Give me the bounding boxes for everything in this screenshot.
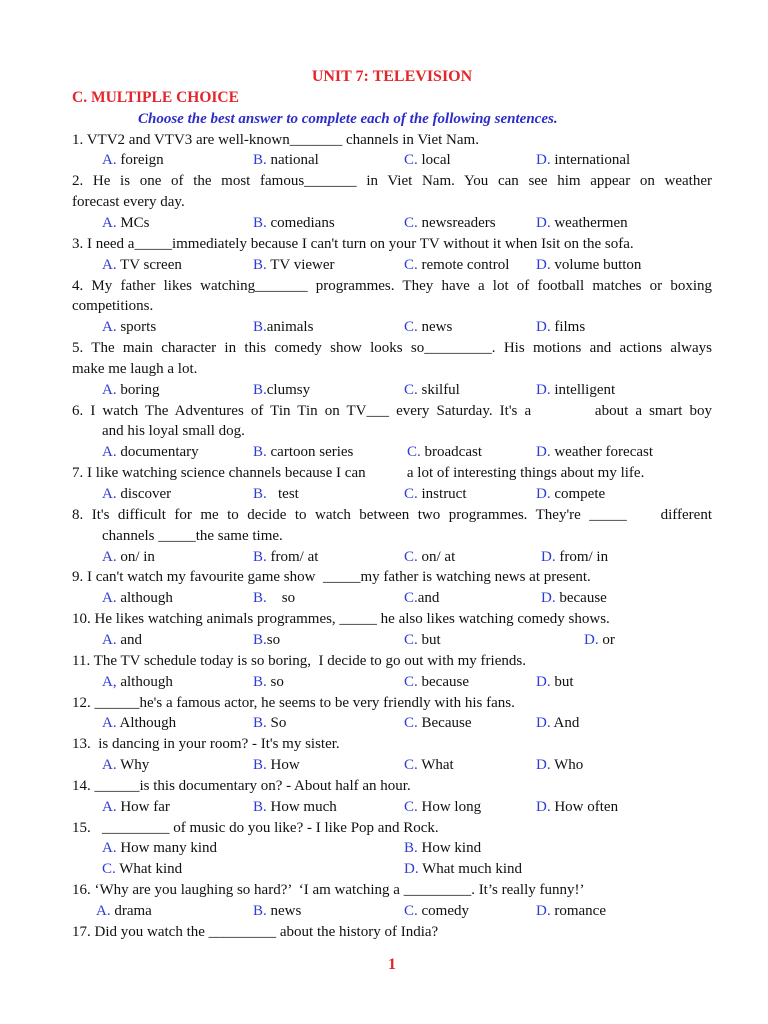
- option-text: instruct: [417, 486, 467, 502]
- question-1-text: 1. VTV2 and VTV3 are well-known_______ channels in Viet Nam.: [72, 131, 479, 148]
- option-letter: A.: [102, 548, 117, 565]
- question-3-option-a: [102, 255, 182, 276]
- option-text: TV viewer: [266, 256, 335, 273]
- question-2-option-d: [536, 213, 628, 234]
- option-letter: D.: [536, 381, 551, 398]
- option-letter: A.: [102, 631, 117, 648]
- option-letter: A.: [102, 798, 117, 815]
- question-5-option-d: [536, 380, 615, 401]
- question-15-options: [0, 859, 768, 880]
- question-15-option-a: [102, 838, 217, 859]
- option-letter: A.: [102, 319, 117, 336]
- option-text: intelligent: [550, 381, 616, 398]
- option-letter: A.: [102, 152, 117, 169]
- question-9-option-a: [102, 588, 173, 609]
- question-6-options: [0, 442, 768, 463]
- question-9-option-b: [253, 588, 295, 609]
- question-3-text: 3. I need a_____immediately because I can't turn on your TV without it when Isit on the sofa.: [72, 235, 634, 252]
- option-letter: A.: [96, 903, 111, 919]
- question-3-option-b: [253, 255, 335, 276]
- option-letter: D.: [536, 152, 551, 169]
- option-letter: B.: [253, 256, 267, 273]
- option-text: Although: [116, 715, 177, 732]
- question-15-options: [0, 838, 768, 859]
- question-13-options: [0, 755, 768, 776]
- option-letter: C.: [404, 715, 418, 732]
- question-5-options: [0, 380, 768, 401]
- option-letter: A.: [102, 757, 117, 774]
- option-letter: A.: [102, 256, 117, 273]
- question-10-option-d: [584, 630, 615, 651]
- option-text: How: [266, 757, 300, 774]
- option-text: romance: [550, 903, 606, 919]
- question-8-text: 8. It's difficult for me to decide to watch between two programmes. They're _____ different: [72, 506, 712, 523]
- option-text: from/ in: [555, 548, 609, 565]
- option-letter: B.: [253, 381, 267, 398]
- option-letter: A.: [102, 381, 117, 398]
- question-10-option-c: [404, 630, 441, 651]
- question-6-option-d: [536, 442, 653, 463]
- option-text: documentary: [116, 444, 199, 461]
- question-4-text: competitions.: [72, 298, 154, 315]
- option-text: because: [417, 673, 469, 690]
- question-6-option-c: [407, 442, 482, 463]
- option-letter: B.: [253, 715, 267, 732]
- option-text: so: [266, 631, 281, 648]
- question-6-text: 6. I watch The Adventures of Tin Tin on TV___ every Saturday. It's a about a smart boy: [72, 402, 712, 419]
- option-text: or: [598, 631, 615, 648]
- question-8-options: [0, 547, 768, 568]
- option-text: broadcast: [420, 444, 482, 461]
- option-letter: B.: [253, 757, 267, 774]
- option-text: How kind: [417, 840, 482, 857]
- option-letter: C.: [404, 903, 418, 919]
- question-2-option-b: [253, 213, 335, 234]
- option-text: although: [116, 590, 173, 607]
- option-letter: D.: [536, 214, 551, 231]
- option-text: international: [550, 152, 631, 169]
- question-3-option-c: [404, 255, 509, 276]
- option-text: How many kind: [116, 840, 218, 857]
- option-text: Because: [417, 715, 472, 732]
- question-10-text: 10. He likes watching animals programmes, _____ he also likes watching comedy shows.: [72, 611, 610, 628]
- option-letter: B.: [404, 840, 418, 857]
- question-1-option-b: [253, 150, 319, 171]
- question-15-text: 15. _________ of music do you like? - I like Pop and Rock.: [72, 819, 439, 836]
- question-1-options: [0, 150, 768, 171]
- option-letter: D.: [536, 444, 551, 461]
- question-8-text: channels _____the same time.: [102, 527, 283, 544]
- option-text: TV screen: [116, 256, 182, 273]
- option-text: What kind: [115, 861, 183, 878]
- option-text: and: [116, 631, 143, 648]
- option-letter: C.: [404, 486, 418, 502]
- question-15-option-c: [102, 859, 182, 880]
- option-text: volume button: [550, 256, 642, 273]
- question-1-option-a: [102, 150, 164, 171]
- option-letter: A.: [102, 840, 117, 857]
- option-letter: B.: [253, 631, 267, 648]
- option-text: newsreaders: [417, 214, 496, 231]
- option-text: on/ at: [417, 548, 456, 565]
- question-4-option-c: [404, 317, 452, 338]
- question-3-options: [0, 255, 768, 276]
- option-letter: C.: [404, 673, 418, 690]
- question-9-option-d: [541, 588, 607, 609]
- question-8-option-c: [404, 547, 455, 568]
- question-8-option-a: [102, 547, 155, 568]
- question-1-option-d: [536, 150, 630, 171]
- option-text: but: [550, 673, 574, 690]
- question-9-option-c: [404, 588, 439, 609]
- option-letter: A.: [102, 214, 117, 231]
- question-13-option-b: [253, 755, 300, 776]
- question-6-text: and his loyal small dog.: [102, 423, 245, 440]
- option-letter: C.: [404, 152, 418, 169]
- option-letter: C.: [404, 319, 418, 336]
- option-letter: D.: [404, 861, 419, 878]
- option-letter: D.: [541, 548, 556, 565]
- instructions: Choose the best answer to complete each of the following sentences.: [138, 111, 558, 127]
- question-14-option-d: [536, 797, 618, 818]
- question-16-option-a: [96, 901, 152, 922]
- option-letter: D.: [584, 631, 599, 648]
- option-letter: B.: [253, 903, 267, 919]
- question-4-options: [0, 317, 768, 338]
- option-text: sports: [116, 319, 157, 336]
- option-letter: B.: [253, 590, 267, 607]
- question-7-option-a: [102, 484, 171, 505]
- question-11-option-c: [404, 672, 469, 693]
- option-text: on/ in: [116, 548, 155, 565]
- question-2-text: 2. He is one of the most famous_______ in Viet Nam. You can see him appear on weather: [72, 173, 712, 190]
- option-letter: B.: [253, 152, 267, 169]
- option-letter: C.: [407, 444, 421, 461]
- option-letter: B.: [253, 319, 267, 336]
- question-16-options: [0, 901, 768, 922]
- option-letter: D.: [536, 715, 551, 732]
- question-7-option-d: [536, 484, 605, 505]
- option-letter: A.: [102, 444, 117, 461]
- question-12-option-b: [253, 713, 286, 734]
- option-text: How far: [116, 798, 170, 815]
- option-letter: C.: [102, 861, 116, 878]
- option-letter: C.: [404, 256, 418, 273]
- option-letter: D.: [536, 673, 551, 690]
- option-text: so: [266, 590, 296, 607]
- question-6-option-a: [102, 442, 199, 463]
- option-letter: C.: [404, 381, 418, 398]
- option-text: And: [550, 715, 580, 732]
- option-letter: B.: [253, 214, 267, 231]
- question-12-options: [0, 713, 768, 734]
- option-text: films: [550, 319, 586, 336]
- option-text: weathermen: [550, 214, 628, 231]
- question-14-options: [0, 797, 768, 818]
- question-9-text: 9. I can't watch my favourite game show _____my father is watching news at present.: [72, 569, 591, 586]
- question-14-option-b: [253, 797, 337, 818]
- page-number: 1: [388, 956, 396, 973]
- question-4-option-b: [253, 317, 313, 338]
- question-5-option-c: [404, 380, 460, 401]
- question-7-text: 7. I like watching science channels because I can a lot of interesting things about my life.: [72, 465, 645, 482]
- question-2-options: [0, 213, 768, 234]
- question-13-option-c: [404, 755, 454, 776]
- option-text: compete: [550, 486, 606, 502]
- question-4-text: 4. My father likes watching_______ programmes. They have a lot of football matches or boxing: [72, 277, 712, 294]
- question-6-option-b: [253, 442, 353, 463]
- option-text: cartoon series: [266, 444, 354, 461]
- option-text: foreign: [116, 152, 164, 169]
- option-letter: C.: [404, 214, 418, 231]
- question-11-text: 11. The TV schedule today is so boring, I decide to go out with my friends.: [72, 652, 526, 669]
- option-text: So: [266, 715, 287, 732]
- question-8-option-d: [541, 547, 608, 568]
- section-heading: C. MULTIPLE CHOICE: [72, 89, 239, 106]
- option-text: MCs: [116, 214, 150, 231]
- option-text: remote control: [417, 256, 510, 273]
- option-letter: B.: [253, 486, 267, 502]
- question-7-option-c: [404, 484, 467, 505]
- question-10-options: [0, 630, 768, 651]
- question-13-text: 13. is dancing in your room? - It's my sister.: [72, 736, 340, 753]
- question-5-text: 5. The main character in this comedy show looks so_________. His motions and actions always: [72, 340, 712, 357]
- option-text: Why: [116, 757, 150, 774]
- option-letter: B.: [253, 548, 267, 565]
- option-text: boring: [116, 381, 160, 398]
- question-2-option-a: [102, 213, 150, 234]
- question-12-option-c: [404, 713, 472, 734]
- question-9-options: [0, 588, 768, 609]
- option-text: from/ at: [266, 548, 319, 565]
- question-2-option-c: [404, 213, 496, 234]
- question-16-option-c: [404, 901, 469, 922]
- question-10-option-b: [253, 630, 280, 651]
- question-12-option-d: [536, 713, 579, 734]
- option-letter: A.: [102, 590, 117, 607]
- question-17-text: 17. Did you watch the _________ about the history of India?: [72, 923, 439, 940]
- question-15-option-d: [404, 859, 522, 880]
- question-4-option-d: [536, 317, 585, 338]
- question-11-option-a: [102, 672, 173, 693]
- option-text: skilful: [417, 381, 460, 398]
- question-2-text: forecast every day.: [72, 194, 185, 211]
- question-11-options: [0, 672, 768, 693]
- question-5-option-a: [102, 380, 160, 401]
- option-text: weather forecast: [550, 444, 654, 461]
- option-text: What much kind: [418, 861, 523, 878]
- option-letter: C.: [404, 798, 418, 815]
- option-letter: D.: [536, 486, 551, 502]
- question-10-option-a: [102, 630, 142, 651]
- option-text: animals: [266, 319, 314, 336]
- question-16-option-b: [253, 901, 301, 922]
- option-text: although: [116, 673, 173, 690]
- option-letter: B.: [253, 444, 267, 461]
- option-text: Who: [550, 757, 584, 774]
- option-text: and: [417, 590, 440, 607]
- option-letter: D.: [536, 256, 551, 273]
- option-letter: D.: [536, 757, 551, 774]
- option-text: How often: [550, 798, 619, 815]
- question-4-option-a: [102, 317, 156, 338]
- question-16-text: 16. ‘Why are you laughing so hard?’ ‘I am watching a _________. It’s really funny!’: [72, 882, 585, 899]
- option-letter: D.: [536, 798, 551, 815]
- option-letter: C.: [404, 631, 418, 648]
- question-12-option-a: [102, 713, 176, 734]
- option-letter: D.: [541, 590, 556, 607]
- question-14-text: 14. ______is this documentary on? - About half an hour.: [72, 777, 411, 794]
- option-text: so: [266, 673, 284, 690]
- question-1-option-c: [404, 150, 451, 171]
- question-13-option-d: [536, 755, 583, 776]
- option-text: How long: [417, 798, 482, 815]
- option-letter: A,: [102, 673, 117, 690]
- option-text: local: [417, 152, 451, 169]
- option-text: discover: [116, 486, 172, 502]
- question-5-option-b: [253, 380, 310, 401]
- option-text: clumsy: [266, 381, 311, 398]
- question-16-option-d: [536, 901, 606, 922]
- option-letter: C.: [404, 757, 418, 774]
- option-letter: C.: [404, 590, 418, 607]
- option-text: news: [417, 319, 453, 336]
- question-7-options: [0, 484, 768, 505]
- question-7-option-b: [253, 484, 299, 505]
- question-13-option-a: [102, 755, 149, 776]
- option-text: comedians: [266, 214, 335, 231]
- question-14-option-a: [102, 797, 170, 818]
- question-8-option-b: [253, 547, 318, 568]
- option-text: news: [266, 903, 302, 919]
- option-letter: A.: [102, 486, 117, 502]
- question-11-option-d: [536, 672, 574, 693]
- question-11-option-b: [253, 672, 284, 693]
- option-text: comedy: [417, 903, 469, 919]
- option-letter: D.: [536, 903, 551, 919]
- question-14-option-c: [404, 797, 481, 818]
- option-letter: C.: [404, 548, 418, 565]
- option-text: What: [417, 757, 454, 774]
- question-12-text: 12. ______he's a famous actor, he seems to be very friendly with his fans.: [72, 694, 515, 711]
- unit-title: UNIT 7: TELEVISION: [311, 68, 473, 85]
- option-text: because: [555, 590, 607, 607]
- question-15-option-b: [404, 838, 481, 859]
- option-text: but: [417, 631, 441, 648]
- question-5-text: make me laugh a lot.: [72, 360, 198, 377]
- option-letter: B.: [253, 798, 267, 815]
- option-text: drama: [110, 903, 152, 919]
- option-text: How much: [266, 798, 337, 815]
- option-text: test: [266, 486, 299, 502]
- option-letter: B.: [253, 673, 267, 690]
- question-3-option-d: [536, 255, 641, 276]
- option-letter: D.: [536, 319, 551, 336]
- option-letter: A.: [102, 715, 117, 732]
- option-text: national: [266, 152, 319, 169]
